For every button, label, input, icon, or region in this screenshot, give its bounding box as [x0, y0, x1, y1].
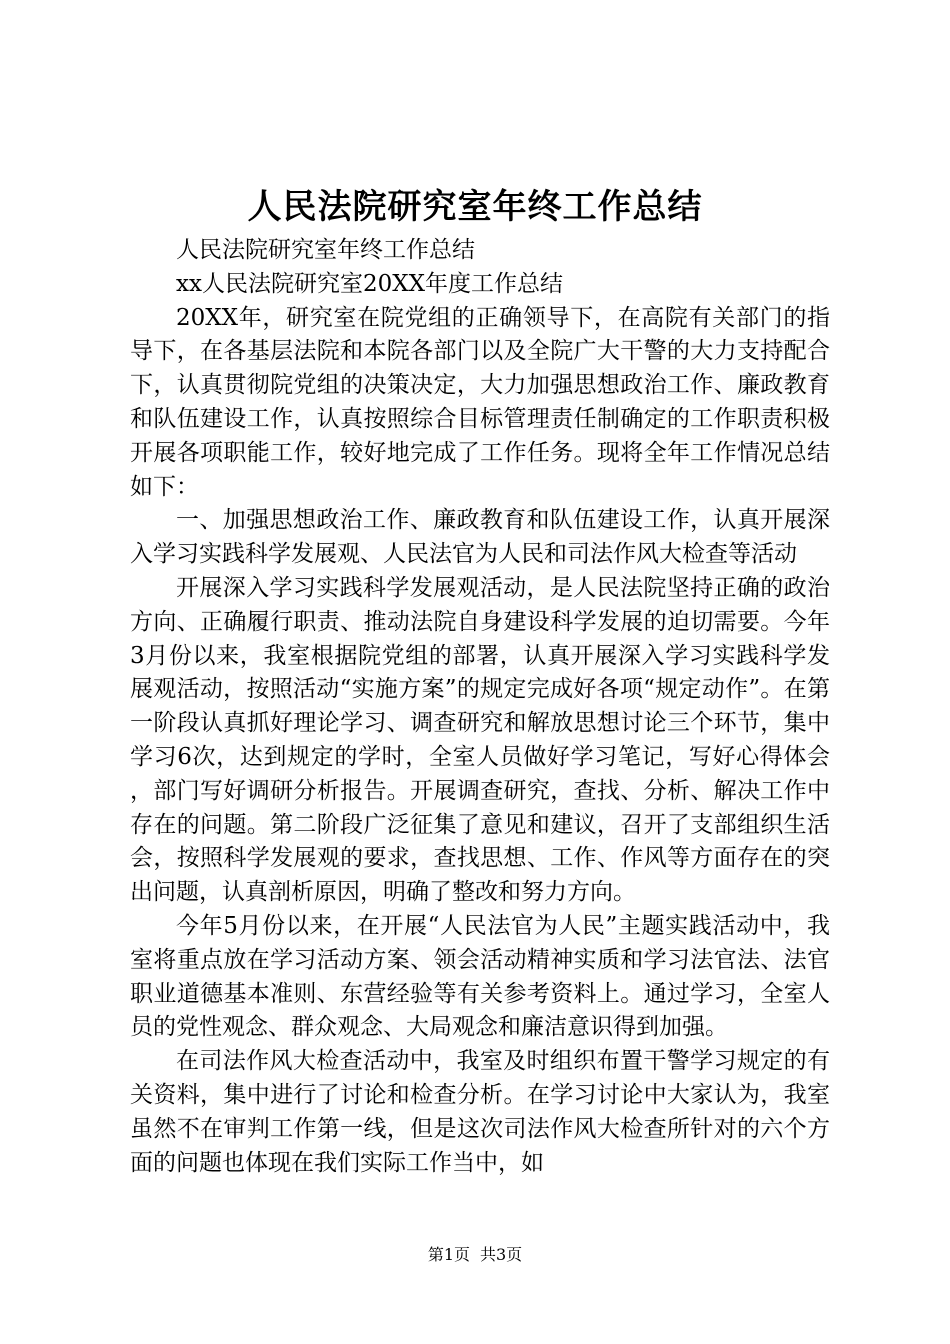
page-footer — [0, 1243, 950, 1267]
document-title: 人民法院研究室年终工作总结 — [247, 187, 703, 227]
page-number-total: 共3页 — [480, 1245, 523, 1264]
paragraph: xx人民法院研究室20XX年度工作总结 — [176, 270, 563, 297]
paragraph: 今年5月份以来，在开展“人民法官为人民”主题实践活动中，我室将重点放在学习活动方案、领会活动精神实质和学习法官法、法官职业道德基本准则、东营经验等有关参考资料上。通过学习，全室人员的党性观念、群众观念、大局观念和廉洁意识得到加强。 — [130, 912, 830, 1041]
paragraph: 开展深入学习实践科学发展观活动，是人民法院坚持正确的政治方向、正确履行职责、推动法院自身建设科学发展的迫切需要。今年3月份以来，我室根据院党组的部署，认真开展深入学习实践科学发展观活动，按照活动“实施方案”的规定完成好各项“规定动作”。在第一阶段认真抓好理论学习、调查研究和解放思想讨论三个环节，集中学习6次，达到规定的学时，全室人员做好学习笔记，写好心得体会，部门写好调研分析报告。开展调查研究，查找、分析、解决工作中存在的问题。第二阶段广泛征集了意见和建议，召开了支部组织生活会，按照科学发展观的要求，查找思想、工作、作风等方面存在的突出问题，认真剖析原因，明确了整改和努力方向。 — [130, 574, 830, 906]
document-body — [130, 234, 830, 1180]
paragraph: 人民法院研究室年终工作总结 — [176, 237, 475, 263]
page-number-current: 第1页 — [427, 1245, 470, 1264]
paragraph: 20XX年，研究室在院党组的正确领导下，在高院有关部门的指导下，在各基层法院和本院各部门以及全院广大干警的大力支持配合下，认真贯彻院党组的决策决定，大力加强思想政治工作、廉政教育和队伍建设工作，认真按照综合目标管理责任制确定的工作职责积极开展各项职能工作，较好地完成了工作任务。现将全年工作情况总结如下： — [130, 304, 830, 500]
paragraph: 在司法作风大检查活动中，我室及时组织布置干警学习规定的有关资料，集中进行了讨论和检查分析。在学习讨论中大家认为，我室虽然不在审判工作第一线，但是这次司法作风大检查所针对的六个方面的问题也体现在我们实际工作当中，如 — [130, 1048, 830, 1176]
section-heading: 一、加强思想政治工作、廉政教育和队伍建设工作，认真开展深入学习实践科学发展观、人民法官为人民和司法作风大检查等活动 — [130, 507, 830, 568]
